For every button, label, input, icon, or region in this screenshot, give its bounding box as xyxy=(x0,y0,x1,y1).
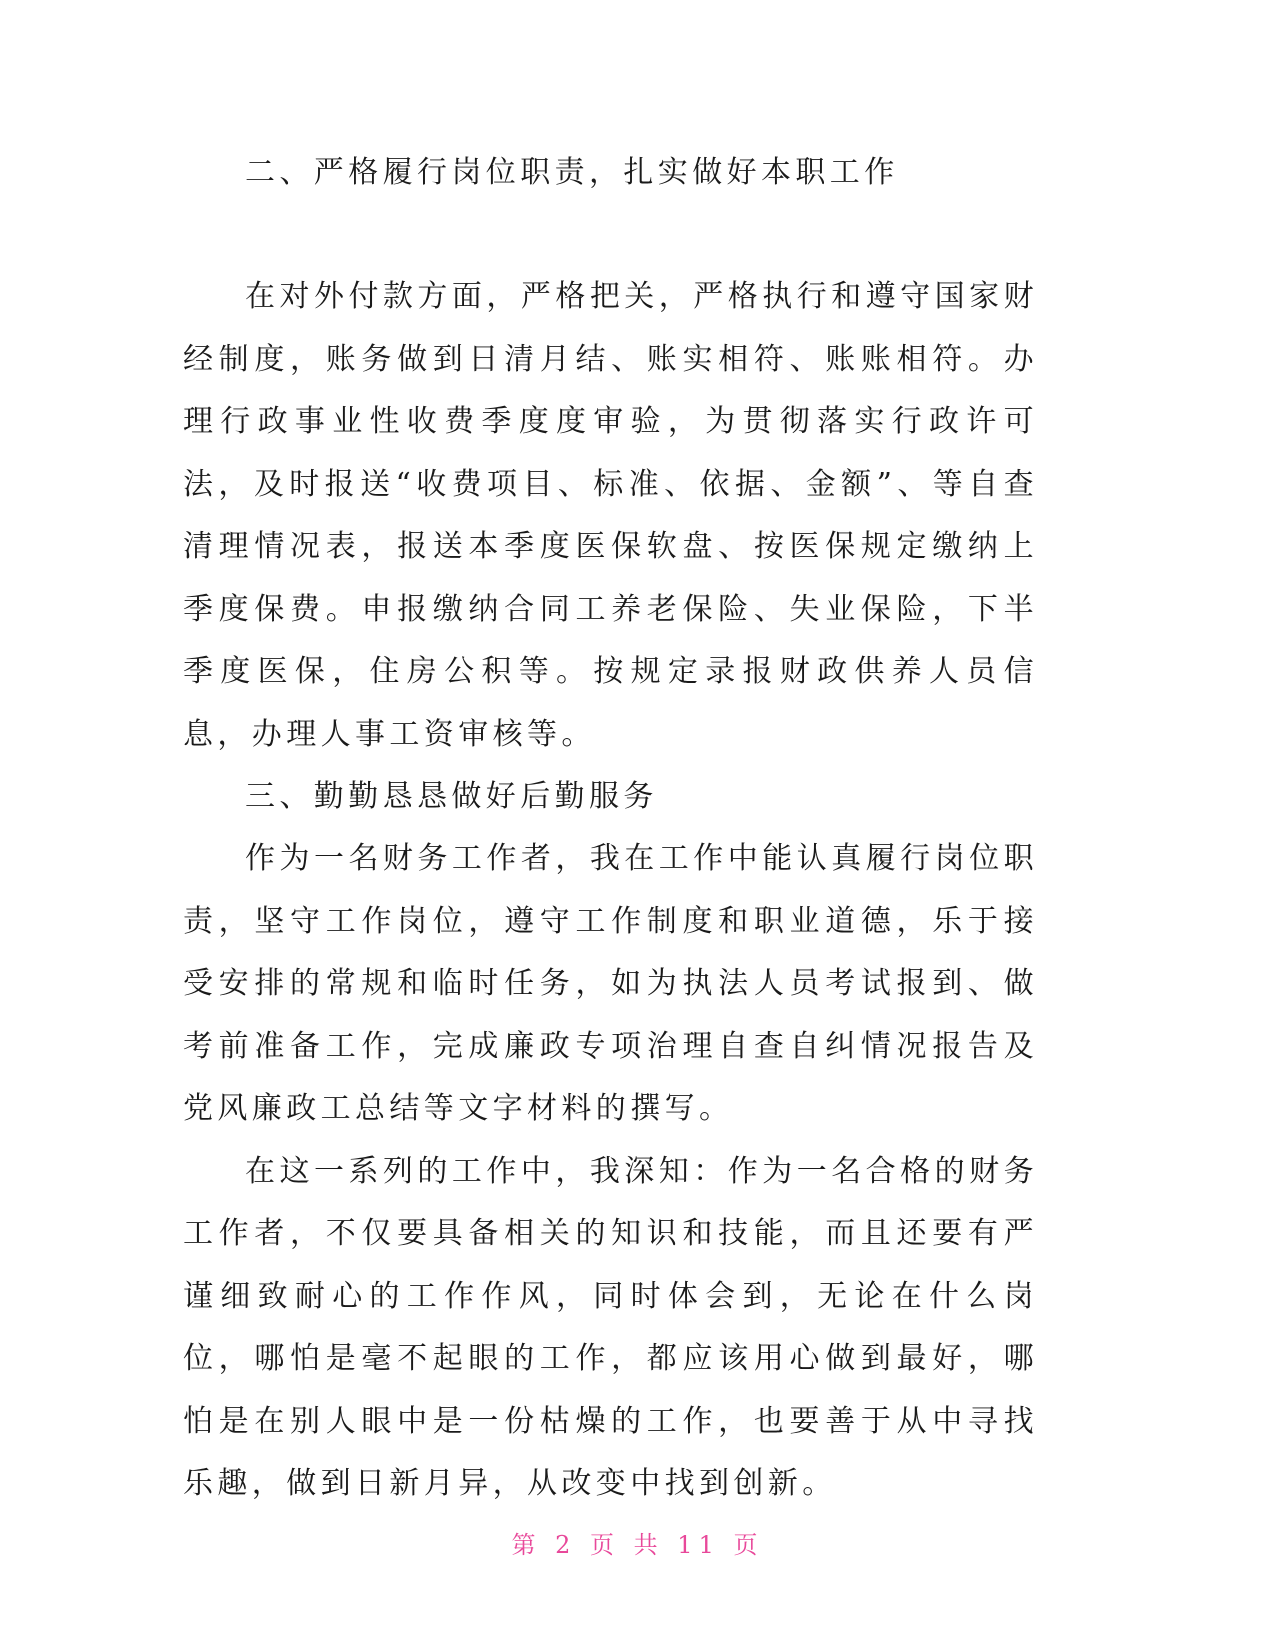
section-3-heading: 三、勤勤恳恳做好后勤服务 xyxy=(245,779,658,814)
section-3-paragraph-1: 作为一名财务工作者，我在工作中能认真履行岗位职责，坚守工作岗位，遵守工作制度和职业道德，乐于接受安排的常规和临时任务，如为执法人员考试报到、做考前准备工作，完成廉政专项治理自查自纠情况报告及党风廉政工总结等文字材料的撰写。 xyxy=(183,841,1038,1126)
section-2-heading: 二、严格履行岗位职责，扎实做好本职工作 xyxy=(245,155,899,190)
section-3-paragraph-2: 在这一系列的工作中，我深知：作为一名合格的财务工作者，不仅要具备相关的知识和技能，而且还要有严谨细致耐心的工作作风，同时体会到，无论在什么岗位，哪怕是毫不起眼的工作，都应该用心做到最好，哪怕是在别人眼中是一份枯燥的工作，也要善于从中寻找乐趣，做到日新月异，从改变中找到创新。 xyxy=(183,1153,1038,1501)
page-number-footer: 第 2 页 共 11 页 xyxy=(511,1531,764,1559)
document-body xyxy=(183,142,1038,1516)
section-2-paragraph: 在对外付款方面，严格把关，严格执行和遵守国家财经制度，账务做到日清月结、账实相符、账账相符。办理行政事业性收费季度度审验，为贯彻落实行政许可法，及时报送“收费项目、标准、依据、金额”、等自查清理情况表，报送本季度医保软盘、按医保规定缴纳上季度保费。申报缴纳合同工养老保险、失业保险，下半季度医保，住房公积等。按规定录报财政供养人员信息，办理人事工资审核等。 xyxy=(183,279,1038,752)
